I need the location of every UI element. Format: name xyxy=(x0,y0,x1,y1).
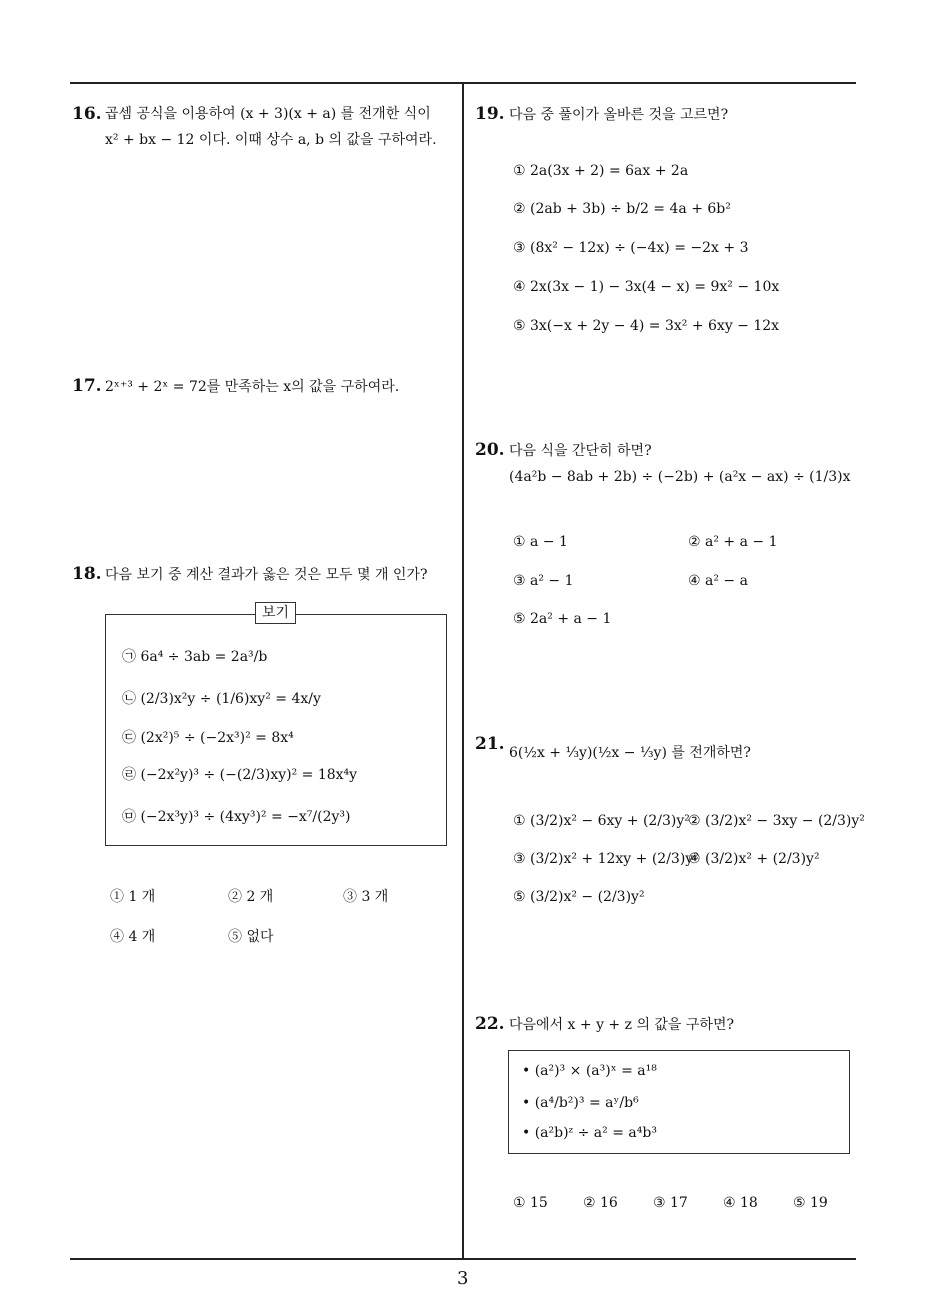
q16-number: 16. xyxy=(72,104,102,124)
q18-item-1: ㉠ 6a⁴ ÷ 3ab = 2a³/b xyxy=(122,649,268,665)
q18-option-4[interactable]: ④ 4 개 xyxy=(110,929,156,945)
q18-number: 18. xyxy=(72,564,102,584)
q20-expression: (4a²b − 8ab + 2b) ÷ (−2b) + (a²x − ax) ÷ (1/3)x xyxy=(509,469,851,485)
q22-option-3[interactable]: ③ 17 xyxy=(653,1195,688,1211)
q19-option-5[interactable]: ⑤ 3x(−x + 2y − 4) = 3x² + 6xy − 12x xyxy=(513,318,780,334)
q18-bogi-label: 보기 xyxy=(255,602,296,624)
q22-number: 22. xyxy=(475,1014,505,1034)
q22-condition-2: • (a⁴/b²)³ = aʸ/b⁶ xyxy=(522,1095,639,1111)
q17-number: 17. xyxy=(72,376,102,396)
q22-option-2[interactable]: ② 16 xyxy=(583,1195,618,1211)
q22-text: 다음에서 x + y + z 의 값을 구하면? xyxy=(509,1017,734,1033)
q18-item-5: ㉤ (−2x³y)³ ÷ (4xy³)² = −x⁷/(2y³) xyxy=(122,809,351,825)
q19-option-4[interactable]: ④ 2x(3x − 1) − 3x(4 − x) = 9x² − 10x xyxy=(513,279,780,295)
q22-option-1[interactable]: ① 15 xyxy=(513,1195,548,1211)
q20-option-4[interactable]: ④ a² − a xyxy=(688,573,748,589)
column-divider xyxy=(462,82,464,1260)
q22-condition-3: • (a²b)ᶻ ÷ a² = a⁴b³ xyxy=(522,1125,657,1141)
q18-text: 다음 보기 중 계산 결과가 옳은 것은 모두 몇 개 인가? xyxy=(105,567,428,583)
q18-item-2: ㉡ (2/3)x²y ÷ (1/6)xy² = 4x/y xyxy=(122,691,321,707)
q19-number: 19. xyxy=(475,104,505,124)
q20-number: 20. xyxy=(475,440,505,460)
page-number: 3 xyxy=(457,1268,469,1289)
q22-condition-1: • (a²)³ × (a³)ˣ = a¹⁸ xyxy=(522,1063,657,1079)
q20-option-2[interactable]: ② a² + a − 1 xyxy=(688,534,778,550)
q20-option-1[interactable]: ① a − 1 xyxy=(513,534,568,550)
q21-text: 6(½x + ⅓y)(½x − ⅓y) 를 전개하면? xyxy=(509,745,751,761)
bottom-rule xyxy=(70,1258,856,1260)
q21-option-5[interactable]: ⑤ (3/2)x² − (2/3)y² xyxy=(513,889,645,905)
q18-option-5[interactable]: ⑤ 없다 xyxy=(228,929,274,945)
q18-option-2[interactable]: ② 2 개 xyxy=(228,889,274,905)
q21-option-3[interactable]: ③ (3/2)x² + 12xy + (2/3)y² xyxy=(513,851,699,867)
q19-option-2[interactable]: ② (2ab + 3b) ÷ b/2 = 4a + 6b² xyxy=(513,201,731,217)
q21-number: 21. xyxy=(475,734,505,754)
q21-option-4[interactable]: ④ (3/2)x² + (2/3)y² xyxy=(688,851,820,867)
q20-option-5[interactable]: ⑤ 2a² + a − 1 xyxy=(513,611,612,627)
q18-item-4: ㉣ (−2x²y)³ ÷ (−(2/3)xy)² = 18x⁴y xyxy=(122,767,358,783)
q18-option-1[interactable]: ① 1 개 xyxy=(110,889,156,905)
q21-option-1[interactable]: ① (3/2)x² − 6xy + (2/3)y² xyxy=(513,813,690,829)
q18-item-3: ㉢ (2x²)⁵ ÷ (−2x³)² = 8x⁴ xyxy=(122,730,294,746)
q22-option-4[interactable]: ④ 18 xyxy=(723,1195,758,1211)
q16-text-line2: x² + bx − 12 이다. 이때 상수 a, b 의 값을 구하여라. xyxy=(105,132,437,148)
q20-option-3[interactable]: ③ a² − 1 xyxy=(513,573,574,589)
q18-option-3[interactable]: ③ 3 개 xyxy=(343,889,389,905)
q22-option-5[interactable]: ⑤ 19 xyxy=(793,1195,828,1211)
q17-text: 2ˣ⁺³ + 2ˣ = 72를 만족하는 x의 값을 구하여라. xyxy=(105,379,400,395)
q19-option-3[interactable]: ③ (8x² − 12x) ÷ (−4x) = −2x + 3 xyxy=(513,240,749,256)
q16-text-line1: 곱셈 공식을 이용하여 (x + 3)(x + a) 를 전개한 식이 xyxy=(105,106,431,122)
q21-option-2[interactable]: ② (3/2)x² − 3xy − (2/3)y² xyxy=(688,813,865,829)
q19-option-1[interactable]: ① 2a(3x + 2) = 6ax + 2a xyxy=(513,163,689,179)
q19-text: 다음 중 풀이가 올바른 것을 고르면? xyxy=(509,107,729,123)
q20-text: 다음 식을 간단히 하면? xyxy=(509,443,652,459)
